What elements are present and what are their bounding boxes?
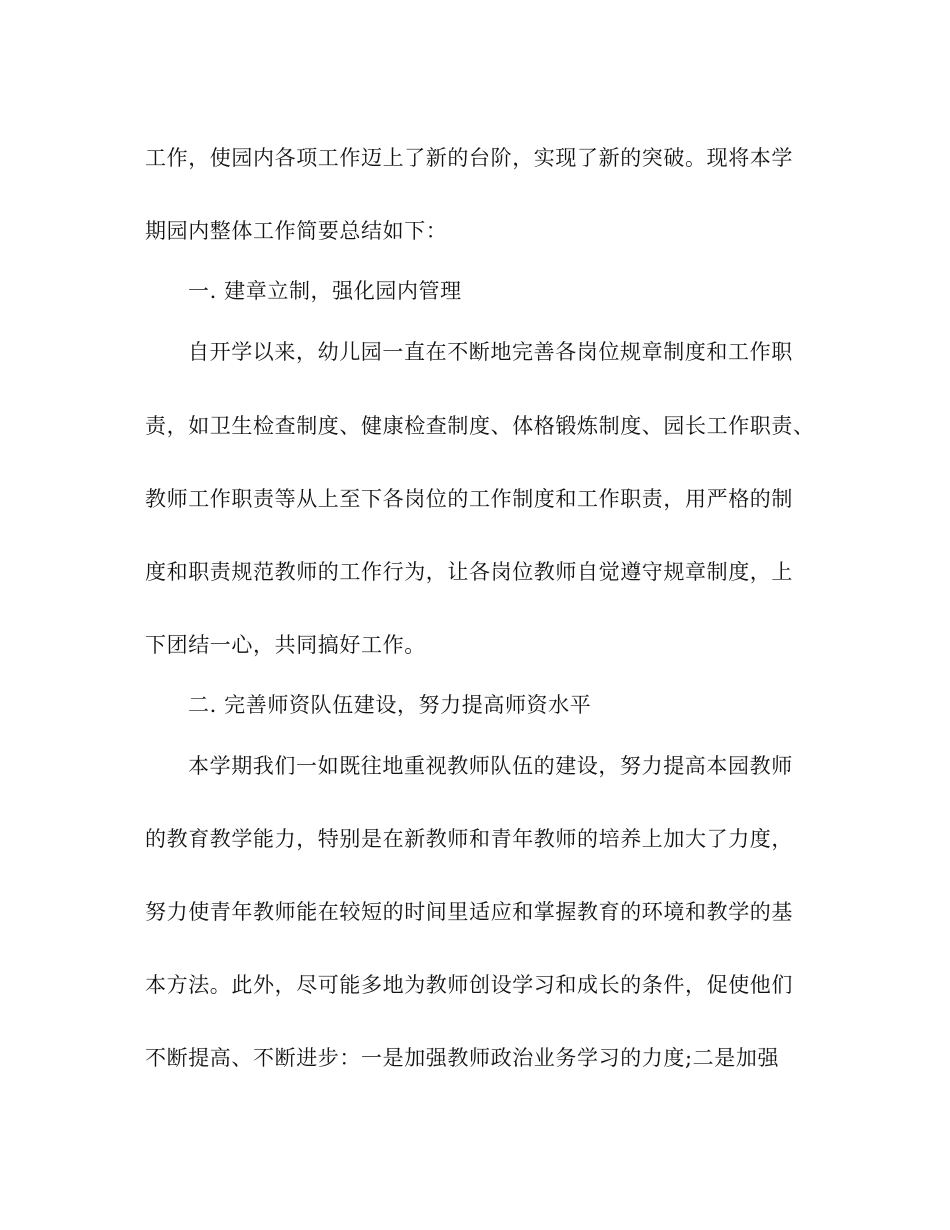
- body-text-line: 责，如卫生检查制度、健康检查制度、体格锻炼制度、园长工作职责、: [145, 414, 815, 438]
- section-heading-2: 二. 完善师资队伍建设，努力提高师资水平: [188, 693, 592, 717]
- body-text-line: 本学期我们一如既往地重视教师队伍的建设，努力提高本园教师: [188, 754, 793, 778]
- body-text-line: 不断提高、不断进步：一是加强教师政治业务学习的力度;二是加强: [145, 1046, 780, 1070]
- body-text-line: 度和职责规范教师的工作行为，让各岗位教师自觉遵守规章制度，上: [145, 560, 793, 584]
- body-text-line: 本方法。此外，尽可能多地为教师创设学习和成长的条件，促使他们: [145, 973, 793, 997]
- body-text-line: 工作，使园内各项工作迈上了新的台阶，实现了新的突破。现将本学: [145, 146, 793, 170]
- body-text-line: 期园内整体工作简要总结如下：: [145, 219, 448, 243]
- body-text-line: 下团结一心，共同搞好工作。: [145, 633, 426, 657]
- section-heading-1: 一. 建章立制，强化园内管理: [188, 279, 462, 303]
- body-text-line: 自开学以来，幼儿园一直在不断地完善各岗位规章制度和工作职: [188, 340, 793, 364]
- body-text-line: 的教育教学能力，特别是在新教师和青年教师的培养上加大了力度，: [145, 827, 793, 851]
- body-text-line: 教师工作职责等从上至下各岗位的工作制度和工作职责，用严格的制: [145, 487, 793, 511]
- body-text-line: 努力使青年教师能在较短的时间里适应和掌握教育的环境和教学的基: [145, 900, 793, 924]
